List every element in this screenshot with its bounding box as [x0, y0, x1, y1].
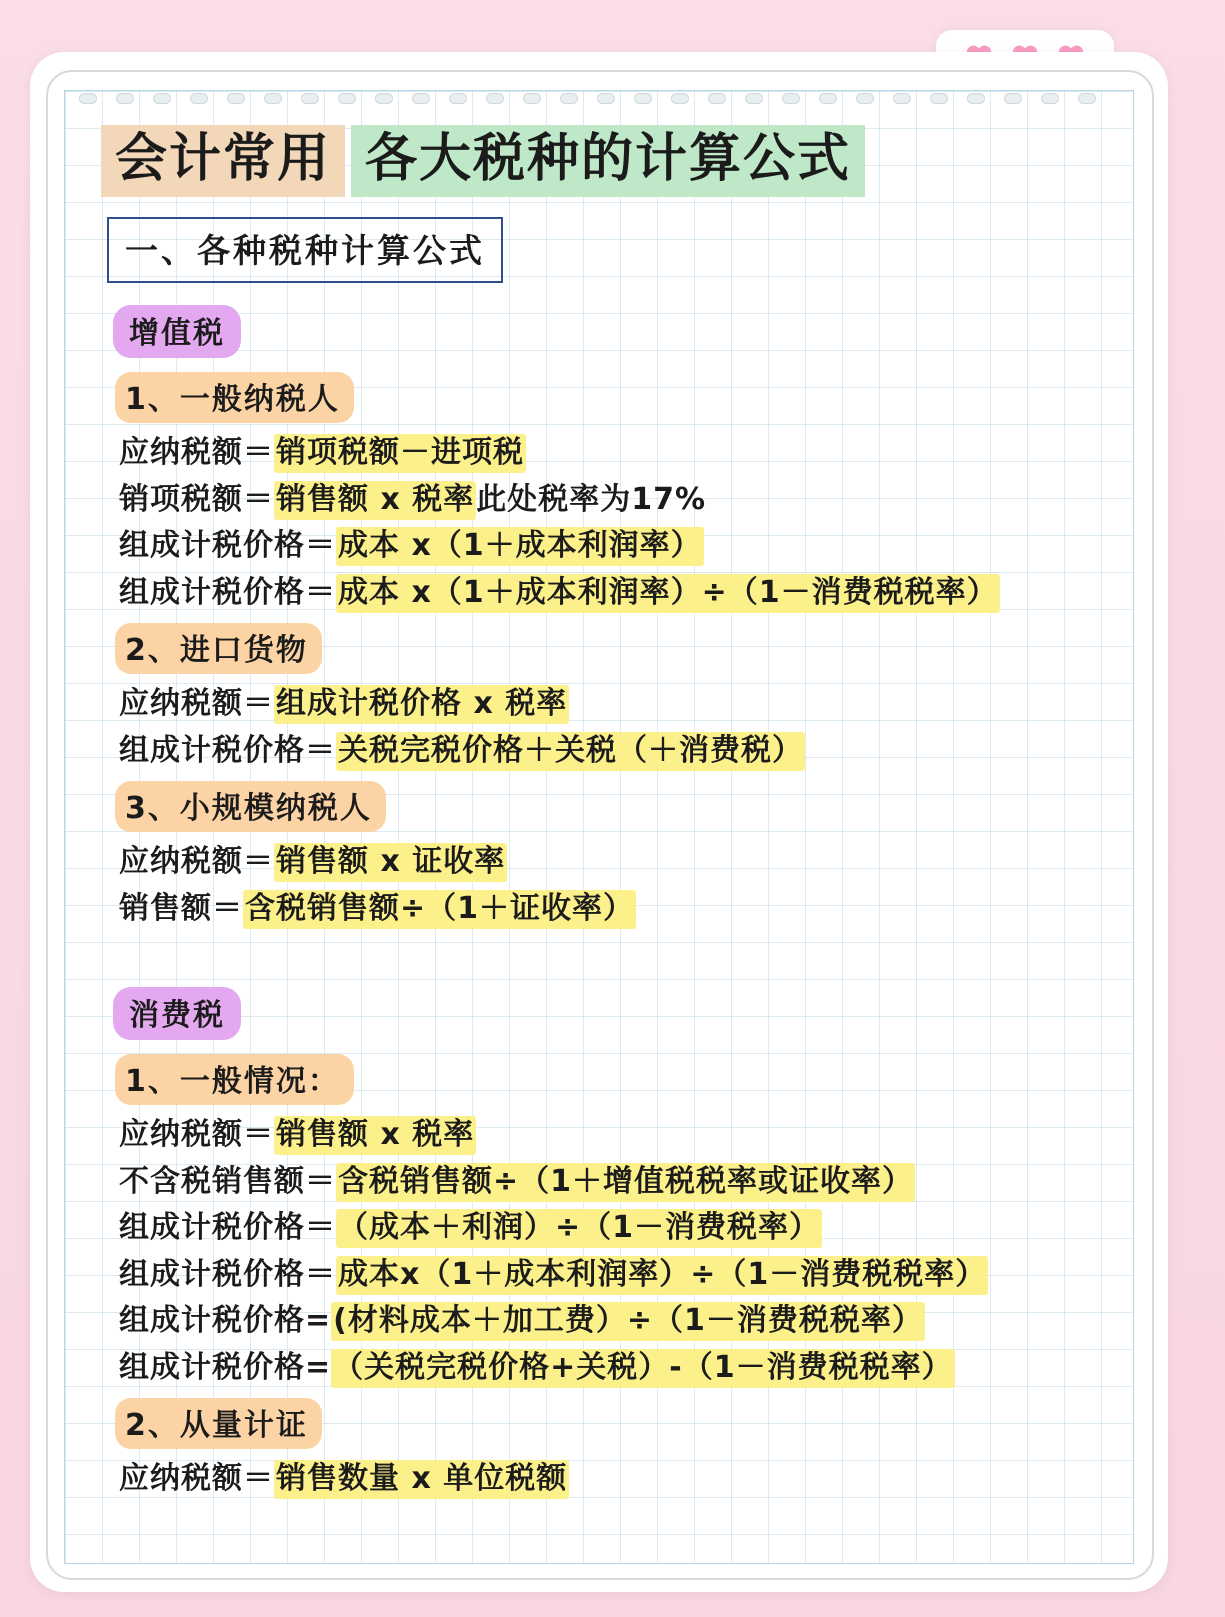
formula-line [119, 685, 1103, 723]
sub-heading: 2、进口货物 [115, 623, 322, 674]
sub-heading: 3、小规模纳税人 [115, 781, 386, 832]
formula-highlight: (材料成本＋加工费）÷（1－消费税税率） [331, 1302, 925, 1341]
formula-highlight: 销售额 x 税率 [274, 481, 476, 520]
formula-line [119, 732, 1103, 770]
formula-line [119, 1460, 1103, 1498]
section-heading-wrap [95, 197, 1103, 283]
formula-lead: 组成计税价格＝ [119, 528, 336, 564]
tax-type-tag: 消费税 [113, 987, 241, 1040]
formula-lead: 组成计税价格= [119, 1303, 332, 1339]
grid-paper-sheet [64, 90, 1134, 1564]
formula-line [119, 1209, 1103, 1247]
formula-highlight: 销项税额－进项税 [274, 434, 526, 473]
formula-lead: 销项税额＝ [119, 481, 274, 517]
formula-highlight: 销售数量 x 单位税额 [274, 1460, 569, 1499]
formula-lead: 组成计税价格＝ [119, 574, 336, 610]
group-spacer [95, 927, 1103, 965]
formula-highlight: 关税完税价格＋关税（＋消费税） [336, 732, 805, 771]
formula-highlight: 成本 x（1＋成本利润率） [336, 527, 704, 566]
formula-line [119, 1163, 1103, 1201]
formula-highlight: （成本＋利润）÷（1－消费税率） [336, 1209, 822, 1248]
formula-lead: 组成计税价格= [119, 1349, 332, 1385]
section-heading: 一、各种税种计算公式 [107, 217, 503, 283]
formula-line [119, 890, 1103, 928]
title-part-1: 会计常用 [101, 125, 345, 197]
formula-lead: 应纳税额＝ [119, 1117, 274, 1153]
formula-highlight: 销售额 x 税率 [274, 1116, 476, 1155]
formula-highlight: 组成计税价格 x 税率 [274, 685, 569, 724]
formula-highlight: 成本 x（1＋成本利润率）÷（1－消费税税率） [336, 574, 1000, 613]
formula-line [119, 843, 1103, 881]
formula-line [119, 1116, 1103, 1154]
formula-line [119, 434, 1103, 472]
formula-tail: 此处税率为17% [476, 481, 707, 517]
formula-lead: 应纳税额＝ [119, 844, 274, 880]
formula-lead: 组成计税价格＝ [119, 1210, 336, 1246]
sub-section [95, 1386, 1103, 1498]
title-part-2: 各大税种的计算公式 [351, 125, 865, 197]
formula-line [119, 1349, 1103, 1387]
tax-tag-wrap [95, 965, 1103, 1042]
formula-highlight: 销售额 x 证收率 [274, 843, 507, 882]
sub-section [95, 611, 1103, 769]
tax-tag-wrap [95, 283, 1103, 360]
formula-highlight: 成本x（1＋成本利润率）÷（1－消费税税率） [336, 1256, 988, 1295]
formula-highlight: （关税完税价格+关税）-（1－消费税税率） [331, 1349, 954, 1388]
formula-line [119, 1302, 1103, 1340]
sub-heading: 1、一般纳税人 [115, 372, 354, 423]
sub-section [95, 360, 1103, 611]
sub-heading: 2、从量计证 [115, 1398, 322, 1449]
sub-heading: 1、一般情况： [115, 1054, 354, 1105]
formula-lead: 组成计税价格＝ [119, 732, 336, 768]
sub-section [95, 769, 1103, 927]
formula-highlight: 含税销售额÷（1＋证收率） [243, 890, 636, 929]
formula-line [119, 527, 1103, 565]
formula-line [119, 574, 1103, 612]
formula-lead: 应纳税额＝ [119, 435, 274, 471]
formula-highlight: 含税销售额÷（1＋增值税税率或证收率） [336, 1163, 915, 1202]
formula-line [119, 1256, 1103, 1294]
tax-type-tag: 增值税 [113, 305, 241, 358]
formula-lead: 应纳税额＝ [119, 1461, 274, 1497]
sub-section [95, 1042, 1103, 1386]
formula-lead: 销售额＝ [119, 890, 243, 926]
formula-line [119, 481, 1103, 519]
formula-lead: 组成计税价格＝ [119, 1256, 336, 1292]
note-content [65, 91, 1133, 1498]
tax-group-vat [95, 283, 1103, 927]
formula-lead: 应纳税额＝ [119, 686, 274, 722]
tax-group-consumption [95, 965, 1103, 1498]
formula-lead: 不含税销售额＝ [119, 1163, 336, 1199]
document-title [101, 125, 1103, 197]
